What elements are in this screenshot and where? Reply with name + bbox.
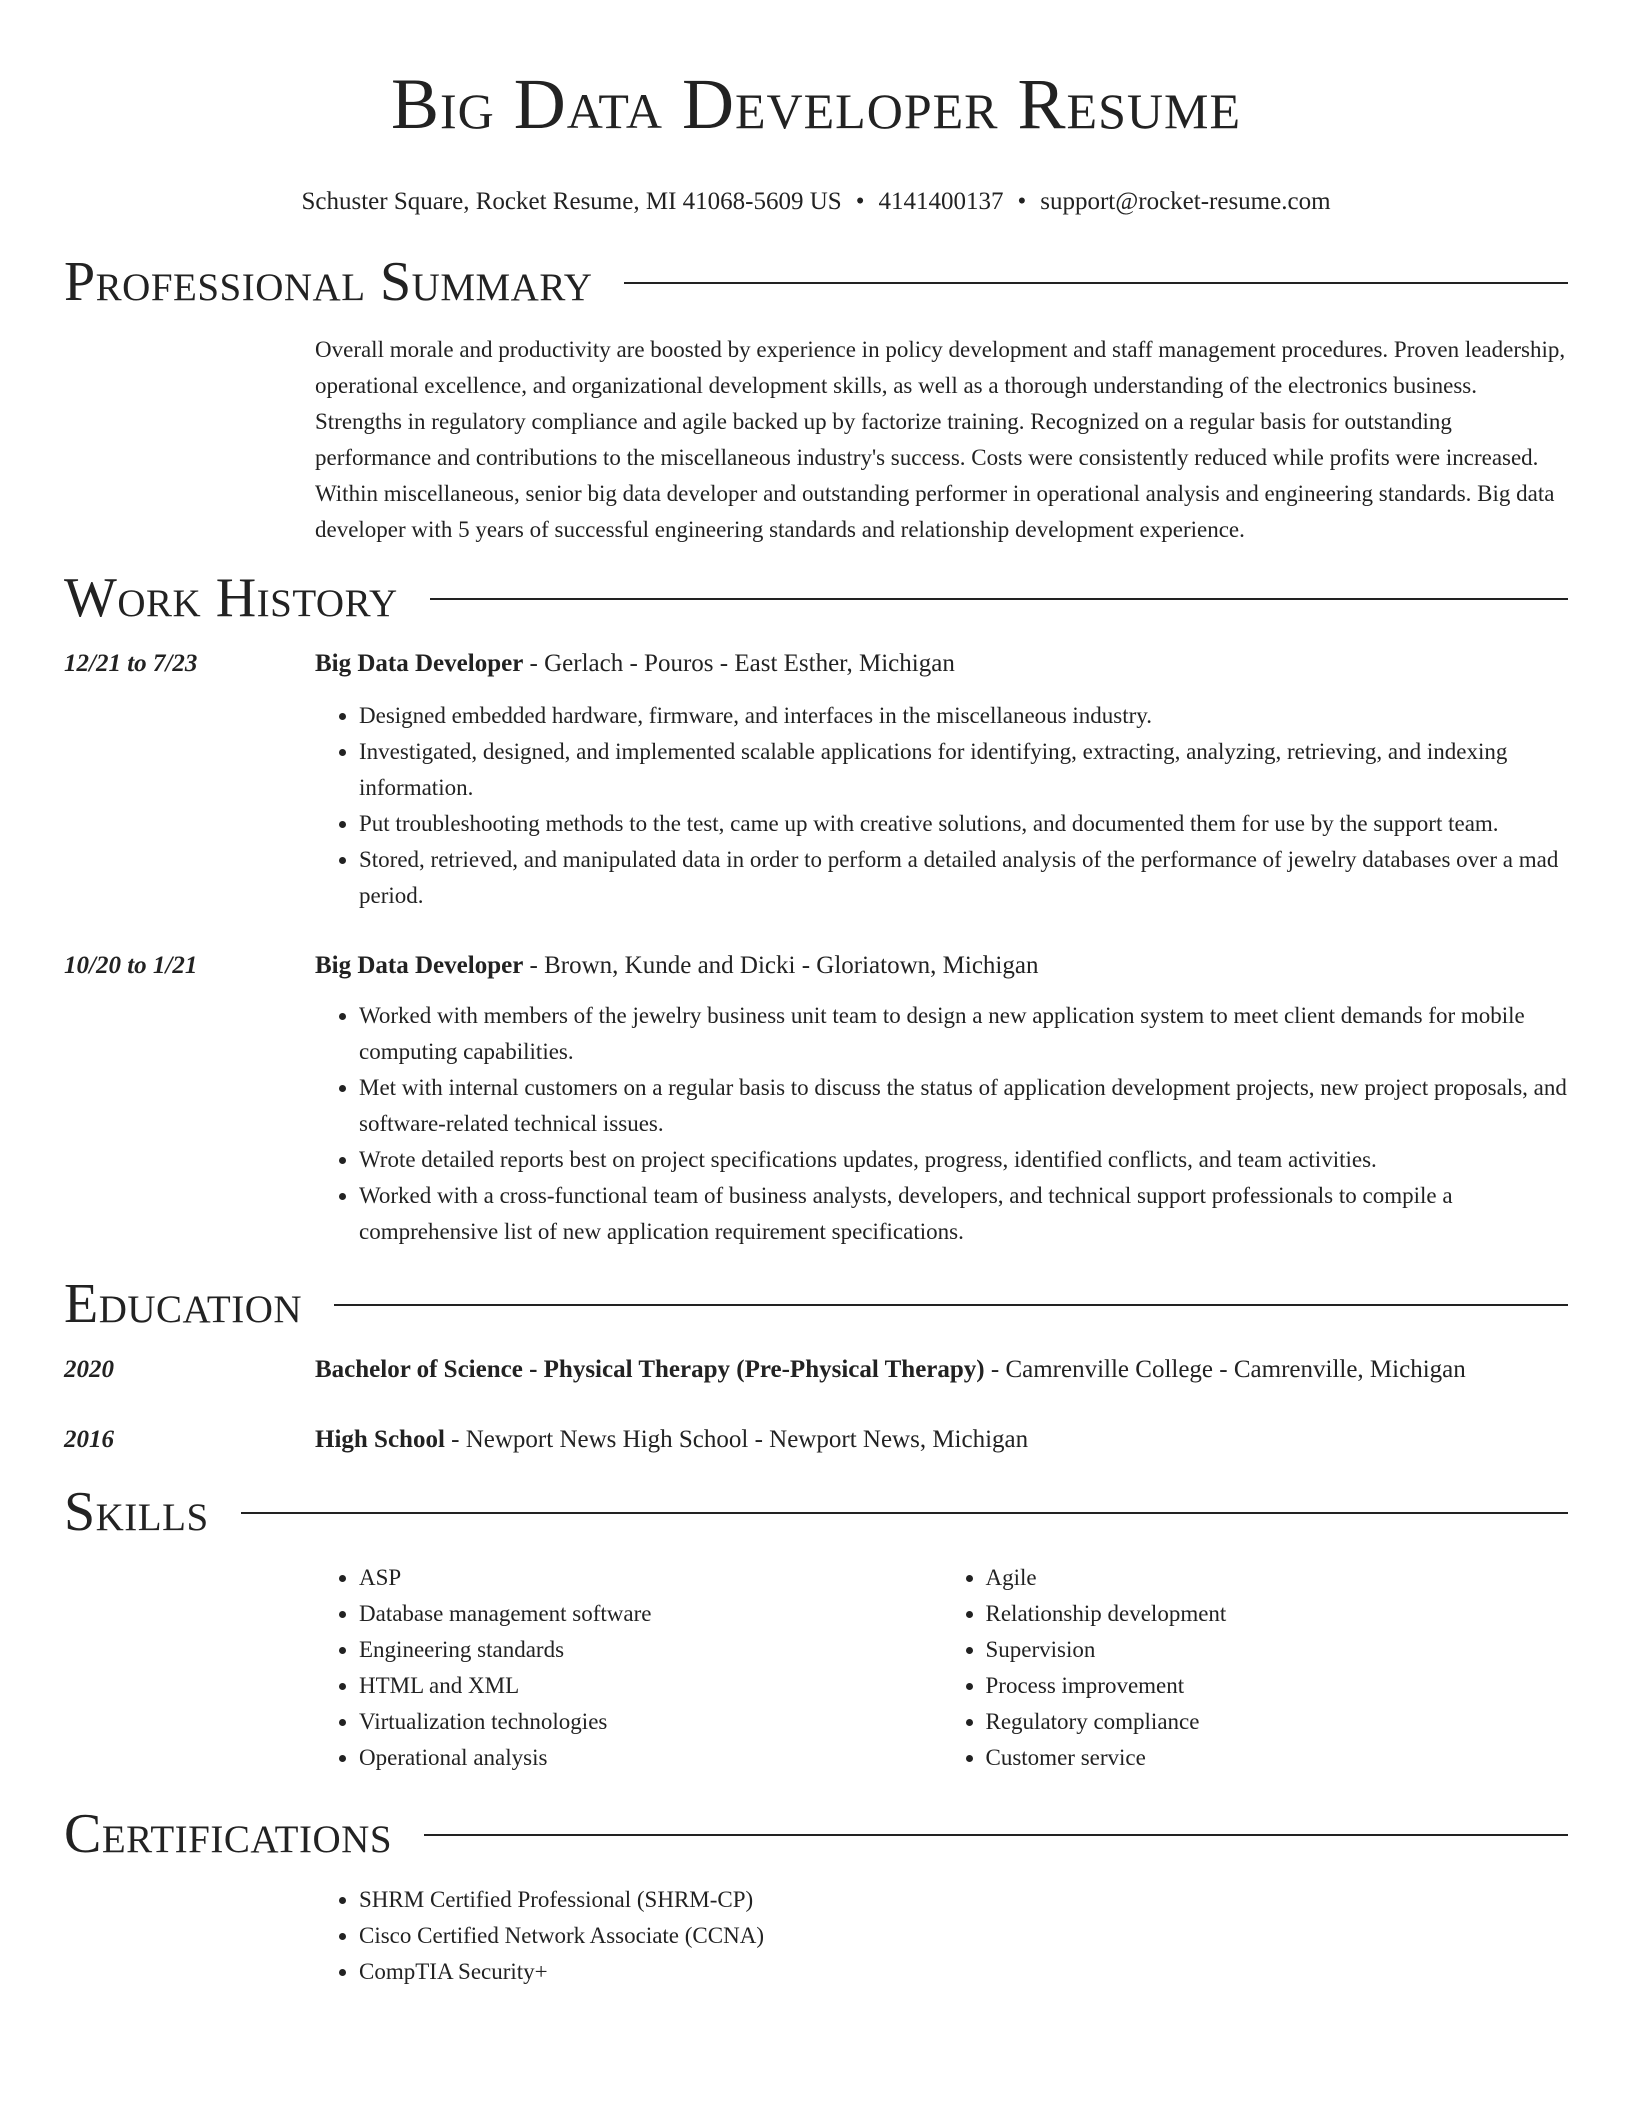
education-line bbox=[315, 1422, 1028, 1458]
section-rule bbox=[424, 1834, 1568, 1836]
list-item: • Put troubleshooting methods to the test, came up with creative solutions, and documented them for use by the support team. bbox=[359, 806, 1568, 842]
section-title: Skills bbox=[64, 1481, 209, 1543]
contact-separator: • bbox=[855, 188, 865, 215]
list-item: • Engineering standards bbox=[359, 1632, 942, 1668]
list-item: • Designed embedded hardware, firmware, and interfaces in the miscellaneous industry. bbox=[359, 698, 1568, 734]
job-title: Big Data Developer bbox=[315, 952, 524, 979]
list-item: • Customer service bbox=[986, 1740, 1569, 1776]
list-item: • Investigated, designed, and implemented scalable applications for identifying, extracting, analyzing, retrieving, and indexing information. bbox=[359, 734, 1568, 806]
list-item: • Database management software bbox=[359, 1596, 942, 1632]
job-entry bbox=[64, 948, 1568, 1250]
list-item: • SHRM Certified Professional (SHRM-CP) bbox=[359, 1882, 1568, 1918]
list-item: • Operational analysis bbox=[359, 1740, 942, 1776]
skills-column-right bbox=[942, 1560, 1569, 1776]
skills-column-left bbox=[315, 1560, 942, 1776]
section-education-heading bbox=[64, 1272, 1568, 1336]
section-skills-heading bbox=[64, 1480, 1568, 1544]
job-entry bbox=[64, 646, 1568, 914]
job-title-line bbox=[315, 646, 955, 682]
list-item: • Stored, retrieved, and manipulated data in order to perform a detailed analysis of the performance of jewelry databases over a mad period. bbox=[359, 842, 1568, 914]
job-dates: 12/21 to 7/23 bbox=[64, 650, 198, 677]
list-item: • Met with internal customers on a regular basis to discuss the status of application development projects, new project proposals, and software-related technical issues. bbox=[359, 1070, 1568, 1142]
education-year: 2020 bbox=[64, 1356, 114, 1383]
contact-separator: • bbox=[1017, 188, 1027, 215]
job-title-line bbox=[315, 948, 1038, 984]
job-bullets bbox=[315, 998, 1568, 1250]
education-year: 2016 bbox=[64, 1426, 114, 1453]
list-item: • CompTIA Security+ bbox=[359, 1954, 1568, 1990]
list-item: • Virtualization technologies bbox=[359, 1704, 942, 1740]
contact-line bbox=[64, 186, 1568, 218]
section-rule bbox=[241, 1512, 1568, 1514]
job-details: - Brown, Kunde and Dicki - Gloriatown, Michigan bbox=[523, 952, 1039, 979]
education-entry bbox=[64, 1422, 1568, 1458]
contact-email: support@rocket-resume.com bbox=[1040, 188, 1331, 215]
list-item: • Agile bbox=[986, 1560, 1569, 1596]
contact-phone: 4141400137 bbox=[878, 188, 1004, 215]
education-line bbox=[315, 1352, 1466, 1388]
job-details: - Gerlach - Pouros - East Esther, Michigan bbox=[523, 650, 955, 677]
list-item: • Worked with a cross-functional team of business analysts, developers, and technical support professionals to compile a comprehensive list of new application requirement specifications. bbox=[359, 1178, 1568, 1250]
section-rule bbox=[334, 1304, 1568, 1306]
summary-text: Overall morale and productivity are boosted by experience in policy development and staff management procedures. Proven leadership, operational excellence, and organizational development skills, as well as a thorough understanding of the electronics business. Strengths in regulatory compliance and agile backed up by factorize training. Recognized on a regular basis for outstanding performance and contributions to the miscellaneous industry's success. Costs were consistently reduced while profits were increased. Within miscellaneous, senior big data developer and outstanding performer in operational analysis and engineering standards. Big data developer with 5 years of successful engineering standards and relationship development experience. bbox=[315, 337, 1566, 542]
job-bullets bbox=[315, 698, 1568, 914]
job-header bbox=[64, 948, 1568, 984]
contact-address: Schuster Square, Rocket Resume, MI 41068-5609 US bbox=[301, 188, 842, 215]
resume-title: Big Data Developer Resume bbox=[390, 64, 1241, 144]
list-item: • HTML and XML bbox=[359, 1668, 942, 1704]
list-item: • Worked with members of the jewelry business unit team to design a new application system to meet client demands for mobile computing capabilities. bbox=[359, 998, 1568, 1070]
certifications-list bbox=[315, 1882, 1568, 1990]
section-title: Professional Summary bbox=[64, 251, 593, 313]
job-dates: 10/20 to 1/21 bbox=[64, 952, 198, 979]
list-item: • Process improvement bbox=[986, 1668, 1569, 1704]
list-item: • Supervision bbox=[986, 1632, 1569, 1668]
section-certifications-heading bbox=[64, 1802, 1568, 1866]
education-details: - Camrenville College - Camrenville, Michigan bbox=[984, 1356, 1466, 1383]
job-title: Big Data Developer bbox=[315, 650, 524, 677]
job-header bbox=[64, 646, 1568, 682]
section-title: Work History bbox=[64, 567, 398, 629]
section-summary-heading bbox=[64, 250, 1568, 314]
list-item: • Relationship development bbox=[986, 1596, 1569, 1632]
section-rule bbox=[430, 598, 1568, 600]
list-item: • Regulatory compliance bbox=[986, 1704, 1569, 1740]
skills-list bbox=[315, 1560, 1568, 1776]
section-rule bbox=[624, 282, 1568, 284]
education-degree: High School bbox=[315, 1426, 445, 1453]
section-title: Certifications bbox=[64, 1803, 393, 1865]
education-details: - Newport News High School - Newport News, Michigan bbox=[444, 1426, 1029, 1453]
section-work-heading bbox=[64, 566, 1568, 630]
list-item: • Cisco Certified Network Associate (CCNA) bbox=[359, 1918, 1568, 1954]
education-entry bbox=[64, 1352, 1568, 1388]
education-degree: Bachelor of Science - Physical Therapy (Pre-Physical Therapy) bbox=[315, 1356, 985, 1383]
list-item: • ASP bbox=[359, 1560, 942, 1596]
list-item: • Wrote detailed reports best on project specifications updates, progress, identified conflicts, and team activities. bbox=[359, 1142, 1568, 1178]
section-title: Education bbox=[64, 1273, 303, 1335]
